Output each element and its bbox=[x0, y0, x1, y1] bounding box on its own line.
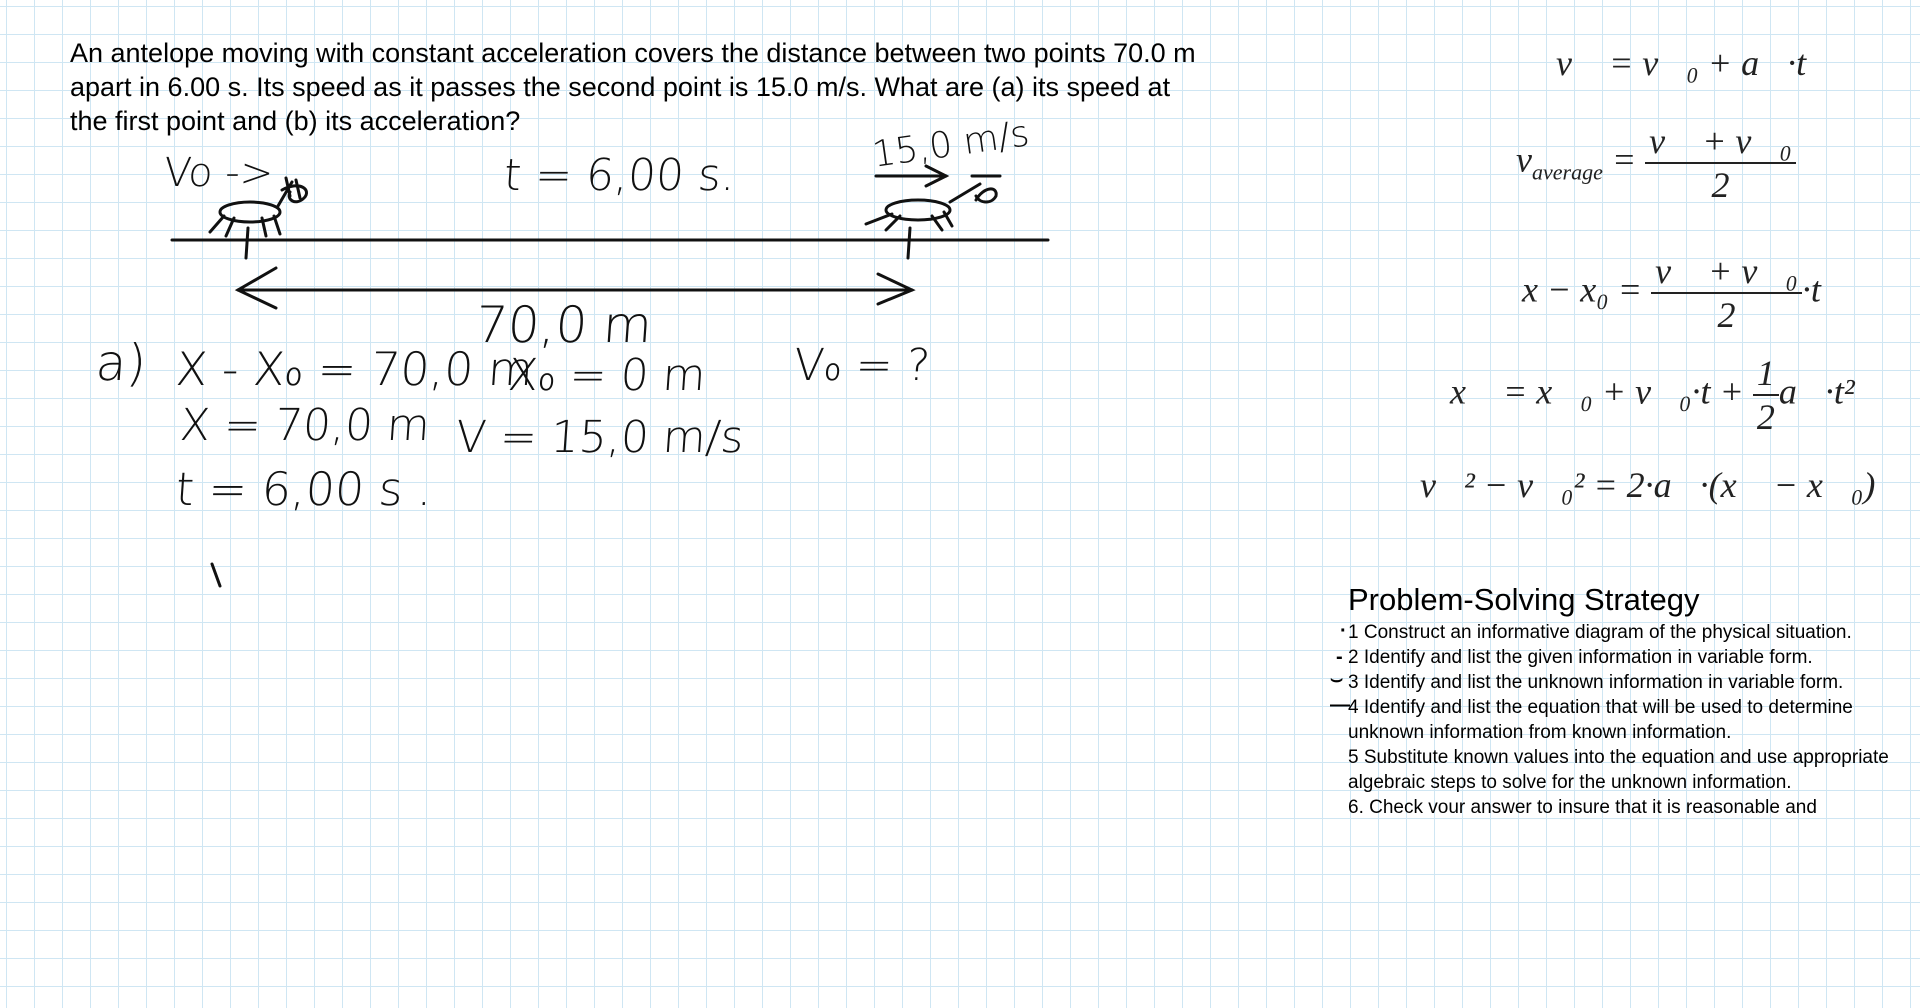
eq3-left: x − x₀ = bbox=[1522, 269, 1643, 310]
eq4-right: a⃗·t² bbox=[1778, 371, 1855, 412]
eq4-numerator: 1 bbox=[1753, 352, 1779, 396]
equation-position bbox=[1450, 352, 1855, 438]
equation-average-velocity: $v_{average}$ = $\frac{\text{v⃗ + v⃗₀}}{2}$ bbox=[1516, 120, 1796, 206]
eq2-subscript: average bbox=[1531, 159, 1603, 185]
unknown-v0: V₀ = ? bbox=[792, 340, 932, 391]
equation-velocity: v⃗ = v⃗₀ + a⃗·t bbox=[1556, 43, 1807, 83]
antelope-icon-end bbox=[866, 166, 1000, 230]
eq2-numerator: v⃗ + v⃗₀ bbox=[1645, 120, 1796, 164]
work-line-2: X = 70,0 m bbox=[178, 400, 432, 451]
eq3-right: ·t bbox=[1801, 269, 1821, 310]
v0-label: Vo -> bbox=[162, 150, 276, 196]
stray-mark bbox=[212, 564, 220, 586]
problem-line-2: apart in 6.00 s. Its speed as it passes the second point is 15.0 m/s. What are (a) its speed at bbox=[70, 72, 1171, 102]
x0-value: X₀ = 0 m bbox=[506, 350, 708, 401]
strategy-item: 2 Identify and list the given information in variable form. bbox=[1348, 647, 1813, 668]
work-line-1: X - X₀ = 70,0 m bbox=[174, 342, 535, 396]
strategy-item: 4 Identify and list the equation that will be used to determine unknown information from known information. bbox=[1348, 697, 1853, 743]
distance-label: 70,0 m bbox=[473, 296, 654, 354]
strategy-list bbox=[1348, 620, 1908, 820]
final-speed-label: 15,0 m/s bbox=[869, 113, 1032, 176]
problem-line-3: the first point and (b) its acceleration? bbox=[70, 106, 521, 136]
start-tick bbox=[246, 228, 248, 258]
bullet-mark: · bbox=[1340, 620, 1347, 642]
bullet-mark: - bbox=[1336, 646, 1343, 668]
strategy-item: 1 Construct an informative diagram of the physical situation. bbox=[1348, 622, 1852, 643]
eq3-numerator: v⃗ + v⃗₀ bbox=[1651, 250, 1802, 294]
v-value: V = 15,0 m/s bbox=[454, 412, 746, 463]
eq4-left: x⃗ = x⃗₀ + v⃗₀·t + bbox=[1450, 371, 1744, 412]
bullet-mark: ⌣ bbox=[1330, 668, 1344, 690]
strategy-item: 5 Substitute known values into the equation and use appropriate algebraic steps to solve for the unknown information. bbox=[1348, 747, 1889, 793]
eq2-v: v bbox=[1516, 139, 1532, 180]
equation-displacement-average bbox=[1522, 250, 1821, 336]
bullet-mark: — bbox=[1330, 694, 1350, 716]
problem-line-1: An antelope moving with constant acceleration covers the distance between two points 70.0 m bbox=[70, 38, 1196, 68]
equation-velocity-squared: v⃗² − v⃗₀² = 2·a⃗·(x⃗ − x⃗₀) bbox=[1420, 465, 1876, 505]
work-line-3: t = 6,00 s . bbox=[174, 462, 434, 516]
part-a-label: a) bbox=[93, 334, 149, 392]
time-label: t = 6,00 s. bbox=[502, 150, 737, 201]
strategy-title: Problem-Solving Strategy bbox=[1348, 582, 1700, 617]
strategy-item: 6. Check vour answer to insure that it is reasonable and bbox=[1348, 797, 1817, 818]
eq2-denominator: 2 bbox=[1711, 165, 1730, 205]
end-tick bbox=[908, 228, 910, 258]
eq4-denominator: 2 bbox=[1756, 397, 1775, 437]
strategy-item: 3 Identify and list the unknown information in variable form. bbox=[1348, 672, 1844, 693]
eq3-denominator: 2 bbox=[1717, 295, 1736, 335]
